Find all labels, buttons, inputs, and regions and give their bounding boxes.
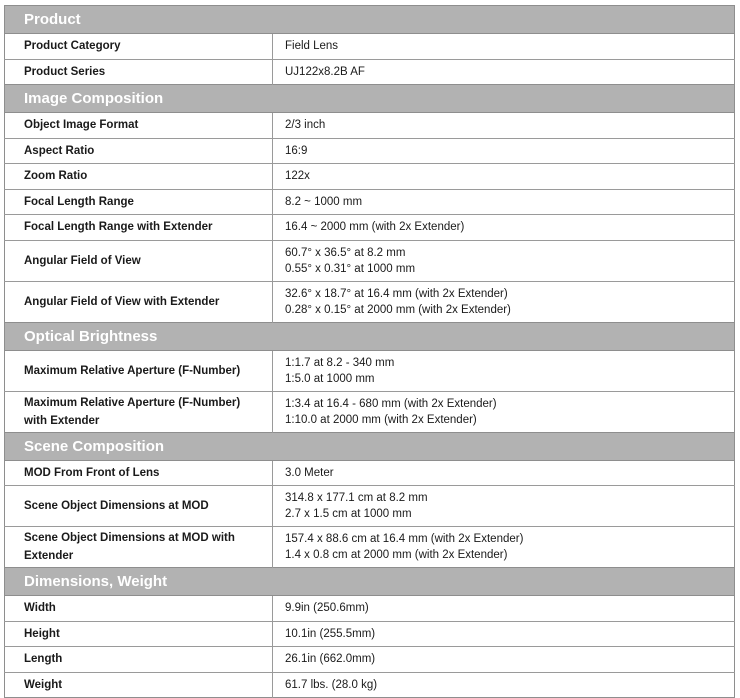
spec-value-line: 10.1in (255.5mm) <box>285 627 376 640</box>
spec-label: Angular Field of View with Extender <box>5 281 273 322</box>
spec-label <box>5 391 273 432</box>
spec-value <box>273 350 735 391</box>
spec-value-line: 16:9 <box>285 144 308 157</box>
spec-value-line: Field Lens <box>285 40 339 53</box>
spec-label: Focal Length Range with Extender <box>5 215 273 241</box>
spec-value-line: 61.7 lbs. (28.0 kg) <box>285 678 378 691</box>
section-title: Scene Composition <box>5 432 735 460</box>
spec-label: Weight <box>5 672 273 698</box>
spec-row-aspect-ratio <box>5 138 735 164</box>
spec-table <box>4 5 735 698</box>
spec-label: Height <box>5 621 273 647</box>
spec-value <box>273 281 735 322</box>
spec-row-focal-length-range <box>5 189 735 215</box>
spec-row-product-series <box>5 59 735 85</box>
spec-value-line: 1.4 x 0.8 cm at 2000 mm (with 2x Extender) <box>285 549 508 561</box>
spec-value-line: 32.6° x 18.7° at 16.4 mm (with 2x Extender) <box>285 287 508 300</box>
spec-label: Maximum Relative Aperture (F-Number) <box>5 350 273 391</box>
spec-value <box>273 460 735 486</box>
spec-row-maximum-relative-aperture-f-number <box>5 350 735 391</box>
spec-label: Width <box>5 596 273 622</box>
spec-value-line: 9.9in (250.6mm) <box>285 602 369 615</box>
spec-label: Focal Length Range <box>5 189 273 215</box>
spec-value-line: UJ122x8.2B AF <box>285 65 365 78</box>
section-header-image-composition <box>5 85 735 113</box>
spec-value <box>273 672 735 698</box>
spec-table-body <box>5 6 735 698</box>
spec-value-line: 2.7 x 1.5 cm at 1000 mm <box>285 508 412 520</box>
spec-label: Product Series <box>5 59 273 85</box>
spec-row-scene-object-dimensions-at-mod-with-extender <box>5 527 735 568</box>
spec-value-line: 1:10.0 at 2000 mm (with 2x Extender) <box>285 413 477 426</box>
spec-value-line: 2/3 inch <box>285 119 326 132</box>
spec-label-line: Extender <box>24 550 74 562</box>
section-header-product <box>5 6 735 34</box>
spec-label: Zoom Ratio <box>5 164 273 190</box>
spec-value <box>273 621 735 647</box>
spec-value <box>273 240 735 281</box>
spec-row-length <box>5 647 735 673</box>
spec-value-line: 0.28° x 0.15° at 2000 mm (with 2x Extender) <box>285 303 511 316</box>
spec-row-mod-from-front-of-lens <box>5 460 735 486</box>
spec-value-line: 314.8 x 177.1 cm at 8.2 mm <box>285 492 428 504</box>
spec-value-line: 3.0 Meter <box>285 466 334 479</box>
spec-label <box>5 527 273 568</box>
spec-value <box>273 647 735 673</box>
spec-label-line: Scene Object Dimensions at MOD with <box>24 532 235 544</box>
section-header-optical-brightness <box>5 322 735 350</box>
spec-value <box>273 596 735 622</box>
spec-row-scene-object-dimensions-at-mod <box>5 486 735 527</box>
spec-value <box>273 189 735 215</box>
spec-value-line: 1:3.4 at 16.4 - 680 mm (with 2x Extender) <box>285 397 497 410</box>
spec-value-line: 1:5.0 at 1000 mm <box>285 372 375 385</box>
spec-value-line: 1:1.7 at 8.2 - 340 mm <box>285 356 395 369</box>
spec-row-maximum-relative-aperture-f-number-with-extender <box>5 391 735 432</box>
spec-value-line: 16.4 ~ 2000 mm (with 2x Extender) <box>285 221 465 234</box>
spec-value-line: 8.2 ~ 1000 mm <box>285 195 363 208</box>
spec-row-zoom-ratio <box>5 164 735 190</box>
spec-row-focal-length-range-with-extender <box>5 215 735 241</box>
spec-label: Object Image Format <box>5 113 273 139</box>
spec-value-line: 60.7° x 36.5° at 8.2 mm <box>285 246 406 259</box>
spec-row-product-category <box>5 34 735 60</box>
spec-row-angular-field-of-view <box>5 240 735 281</box>
spec-value <box>273 138 735 164</box>
spec-value <box>273 164 735 190</box>
spec-value-line: 0.55° x 0.31° at 1000 mm <box>285 262 416 275</box>
section-header-scene-composition <box>5 432 735 460</box>
spec-row-width <box>5 596 735 622</box>
spec-label: Aspect Ratio <box>5 138 273 164</box>
spec-row-weight <box>5 672 735 698</box>
spec-label: MOD From Front of Lens <box>5 460 273 486</box>
spec-label: Length <box>5 647 273 673</box>
spec-value <box>273 34 735 60</box>
spec-value-line: 122x <box>285 170 310 183</box>
spec-value <box>273 486 735 527</box>
spec-row-object-image-format <box>5 113 735 139</box>
section-title: Image Composition <box>5 85 735 113</box>
spec-row-angular-field-of-view-with-extender <box>5 281 735 322</box>
section-header-dimensions-weight <box>5 568 735 596</box>
section-title: Optical Brightness <box>5 322 735 350</box>
spec-value-line: 26.1in (662.0mm) <box>285 653 376 666</box>
spec-value-line: 157.4 x 88.6 cm at 16.4 mm (with 2x Extender) <box>285 533 524 545</box>
spec-label: Angular Field of View <box>5 240 273 281</box>
spec-label-line: with Extender <box>24 414 100 427</box>
spec-value <box>273 59 735 85</box>
spec-value <box>273 391 735 432</box>
spec-label: Scene Object Dimensions at MOD <box>5 486 273 527</box>
section-title: Product <box>5 6 735 34</box>
spec-row-height <box>5 621 735 647</box>
spec-label-line: Maximum Relative Aperture (F-Number) <box>24 396 241 409</box>
spec-value <box>273 527 735 568</box>
section-title: Dimensions, Weight <box>5 568 735 596</box>
spec-label: Product Category <box>5 34 273 60</box>
spec-value <box>273 215 735 241</box>
spec-value <box>273 113 735 139</box>
